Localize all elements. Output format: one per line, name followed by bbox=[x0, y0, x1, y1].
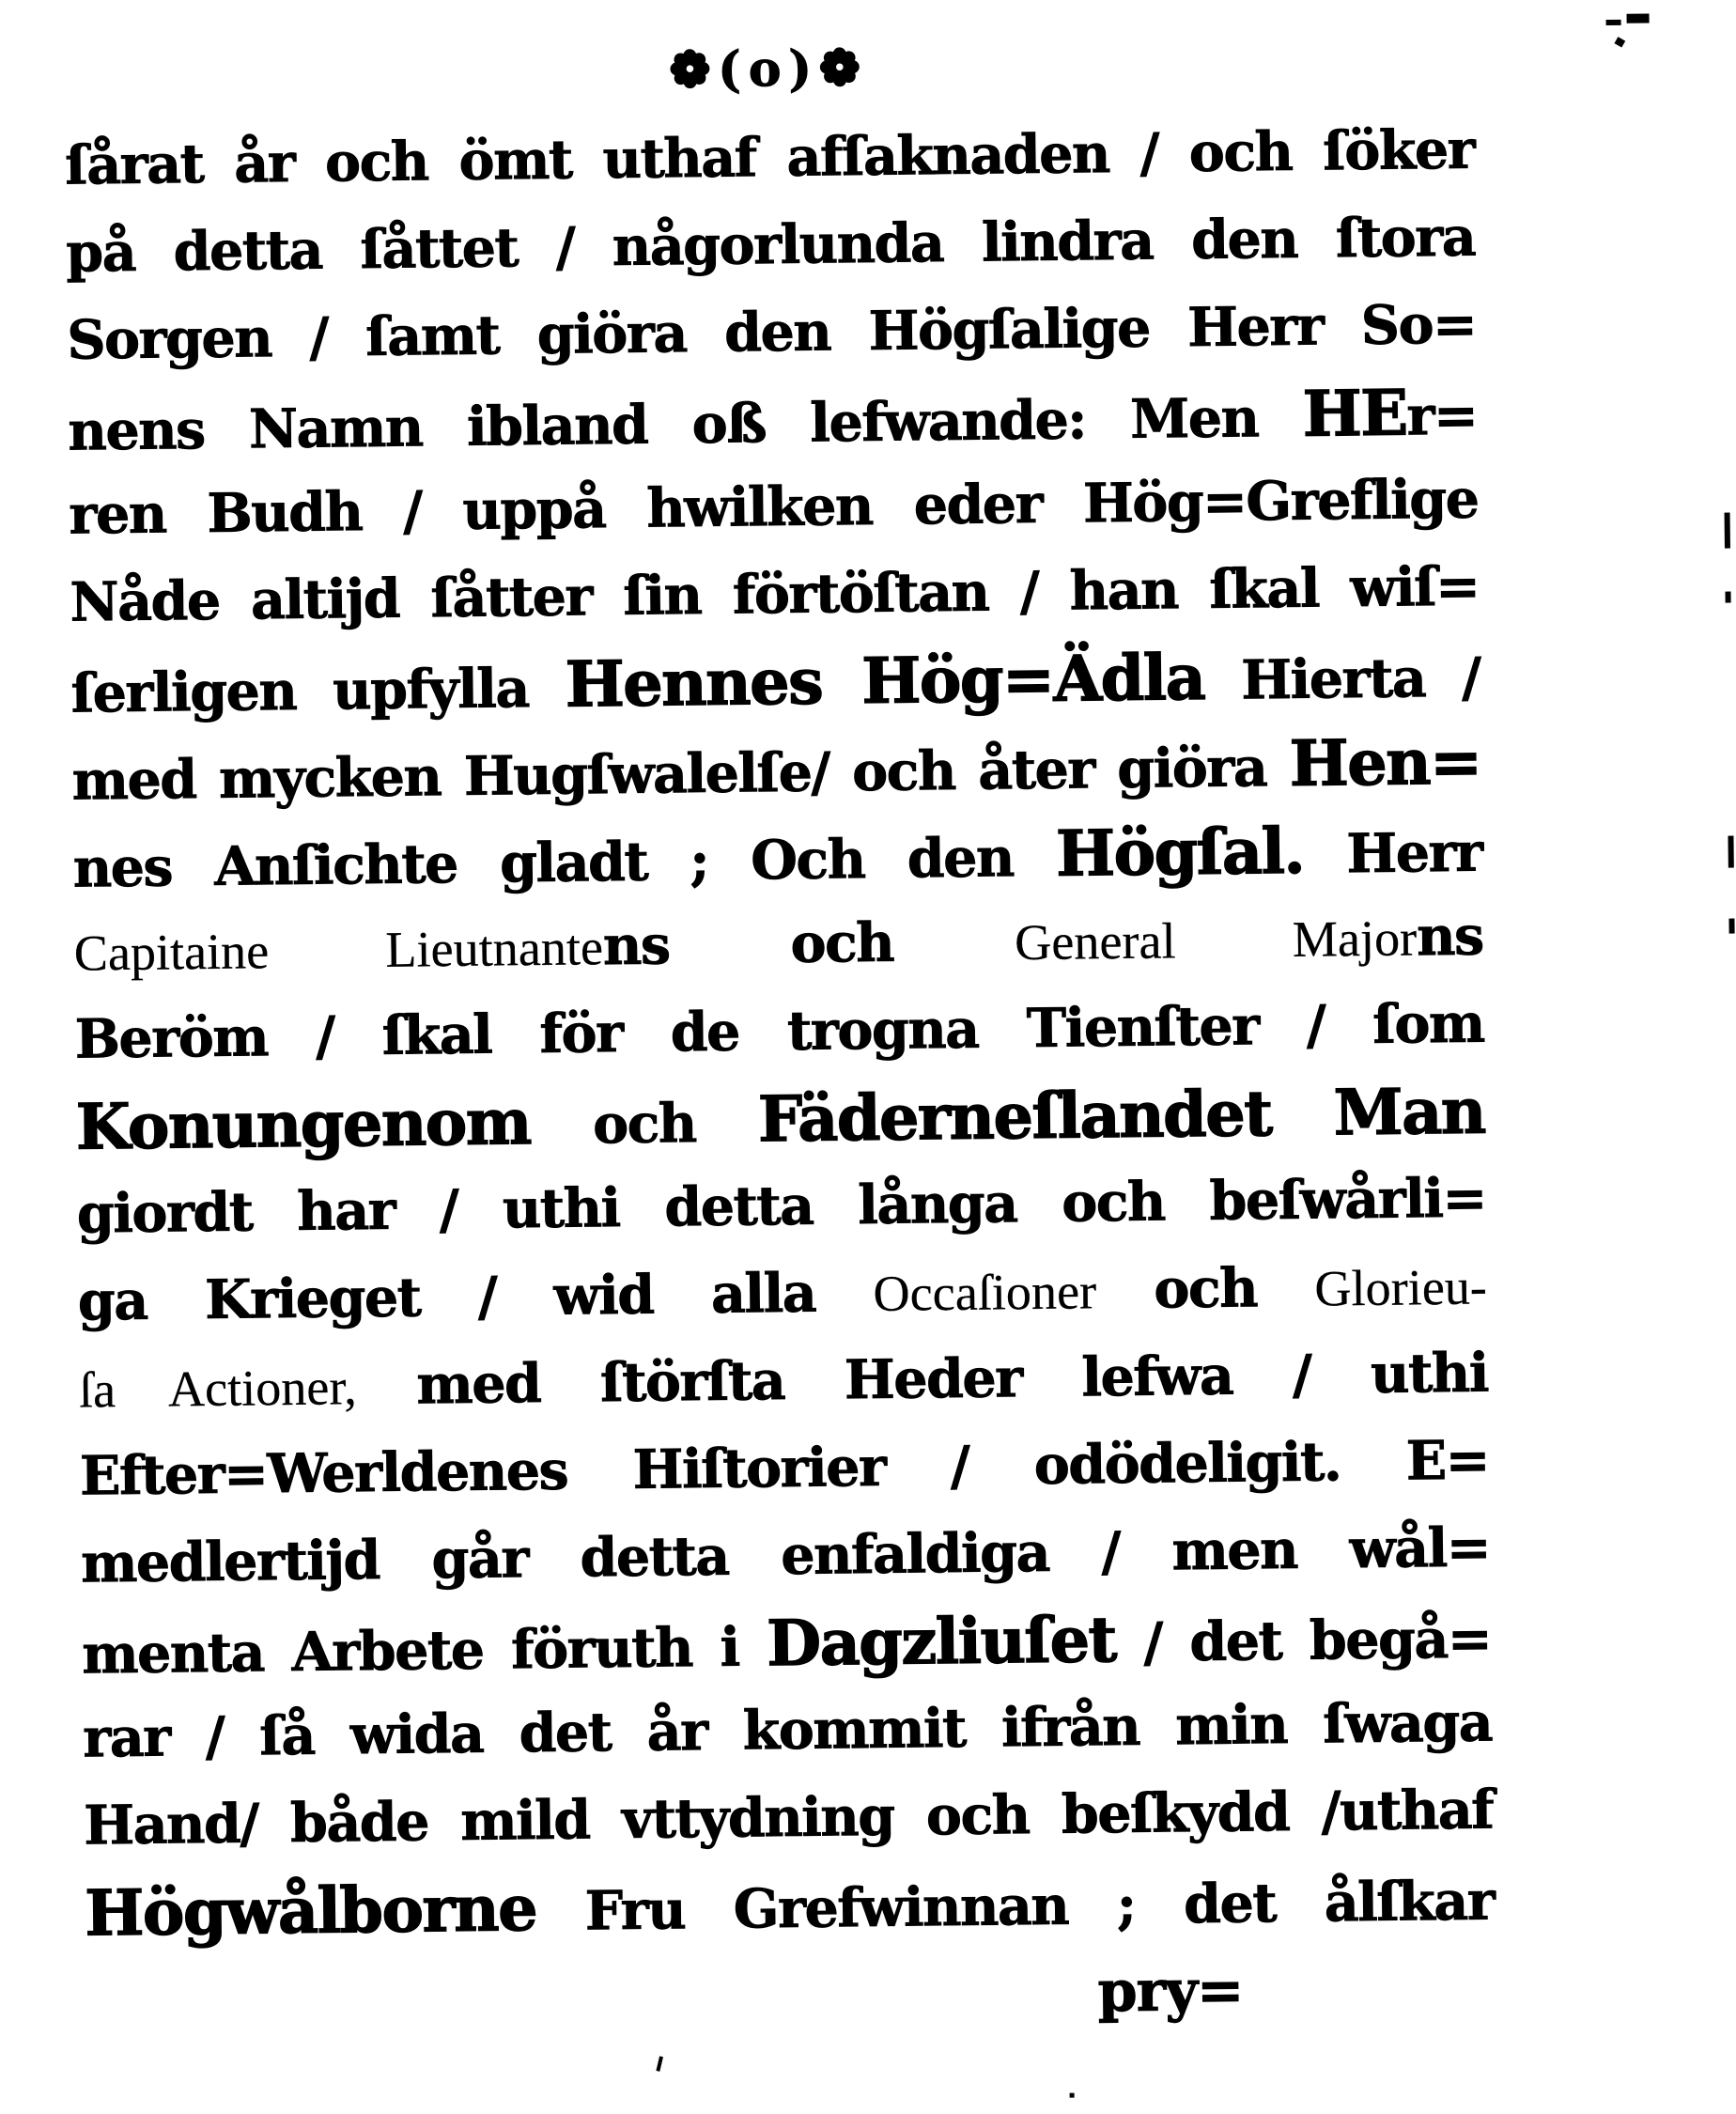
text-segment: Hennes Hög=Ädla bbox=[565, 639, 1205, 722]
catchword: pry= bbox=[1097, 1957, 1244, 2026]
text-segment: Hen= bbox=[1289, 723, 1481, 801]
text-segment: Nåde altijd ſåtter ſin förtöſtan / han ſkal wiſ= bbox=[70, 554, 1480, 634]
text-segment: nens Namn ibland oß lefwande: Men bbox=[68, 385, 1304, 463]
text-segment: Högſal. bbox=[1055, 813, 1305, 891]
text-segment: ga Krieget / wid alla bbox=[77, 1260, 874, 1333]
text-segment: HE bbox=[1302, 375, 1407, 451]
text-segment: Sorgen / ſamt giöra den Högſalige Herr So= bbox=[66, 292, 1477, 372]
text-segment: och bbox=[1095, 1255, 1315, 1322]
text-line bbox=[81, 1504, 1491, 1608]
text-segment: ſerligen upfylla bbox=[70, 656, 566, 725]
ink-speck bbox=[1725, 513, 1730, 549]
text-line bbox=[69, 456, 1479, 559]
text-line bbox=[65, 106, 1475, 210]
text-line bbox=[72, 805, 1482, 909]
text-segment: ſa Actioner, bbox=[78, 1359, 358, 1419]
text-segment bbox=[1271, 1084, 1334, 1148]
ink-speck bbox=[1606, 20, 1621, 25]
ink-speck bbox=[1728, 836, 1733, 868]
text-segment: Högwålborne bbox=[84, 1871, 537, 1951]
text-segment: Hierta / bbox=[1203, 645, 1480, 712]
text-segment: Dagzliuſet bbox=[766, 1602, 1117, 1681]
text-segment: och bbox=[530, 1091, 759, 1158]
text-line bbox=[77, 1242, 1487, 1345]
text-segment: Glorieu- bbox=[1314, 1258, 1488, 1317]
ink-speck bbox=[1728, 919, 1734, 934]
ink-speck bbox=[1725, 592, 1730, 603]
text-segment: på detta ſåttet / någorlunda lindra den ſtora bbox=[65, 205, 1476, 285]
text-line bbox=[82, 1592, 1492, 1695]
text-segment: medlertijd går detta enfaldiga / men wål= bbox=[80, 1516, 1491, 1595]
text-segment: Fru Grefwinnan ; det ålſkar bbox=[535, 1869, 1495, 1944]
text-segment: nes Anſichte gladt ; Och den bbox=[72, 825, 1057, 900]
text-segment: rar / ſå wida det år kommit ifrån min ſwaga bbox=[82, 1690, 1493, 1770]
text-line bbox=[73, 893, 1483, 996]
text-segment: Efter=Werldenes Hiſtorier / odödeligit. E= bbox=[79, 1428, 1490, 1508]
text-segment: r= bbox=[1406, 383, 1478, 448]
text-line bbox=[75, 1067, 1485, 1171]
text-segment: Man bbox=[1333, 1073, 1486, 1150]
text-line bbox=[68, 368, 1478, 472]
text-segment: ren Budh / uppå hwilken eder Hög=Greflige bbox=[69, 467, 1479, 547]
text-line bbox=[66, 194, 1476, 297]
text-line bbox=[80, 1417, 1490, 1520]
text-segment: ns och bbox=[602, 909, 1015, 978]
text-line bbox=[71, 718, 1481, 821]
text-line bbox=[85, 1854, 1495, 1957]
text-line bbox=[78, 1329, 1488, 1433]
text-segment: / det begå= bbox=[1115, 1607, 1492, 1675]
ink-speck bbox=[1627, 13, 1650, 23]
text-segment: Herr bbox=[1303, 820, 1483, 886]
text-segment: General Major bbox=[1014, 909, 1418, 972]
text-line bbox=[84, 1766, 1494, 1870]
text-line bbox=[74, 980, 1484, 1083]
text-segment: Fäderneſlandet bbox=[757, 1076, 1272, 1157]
text-block bbox=[65, 106, 1496, 2051]
text-segment: ns bbox=[1416, 904, 1484, 969]
ink-speck bbox=[1614, 37, 1625, 47]
text-segment: ſårat år och ömt uthaf afſaknaden / och ſöker bbox=[64, 117, 1475, 197]
ink-speck bbox=[1070, 2093, 1075, 2098]
text-segment: Hand/ både mild vttydning och beſkydd /uthaf bbox=[83, 1778, 1494, 1858]
text-line bbox=[67, 281, 1477, 384]
text-segment: Konungenom bbox=[75, 1084, 532, 1164]
text-segment: Beröm / ſkal för de trogna Tienſter / ſom bbox=[74, 991, 1485, 1071]
text-line bbox=[70, 630, 1480, 734]
header-ornament: ❁(o)❁ bbox=[669, 39, 868, 100]
text-line bbox=[76, 1155, 1486, 1258]
ink-speck bbox=[656, 2056, 663, 2071]
text-segment: med mycken Hugſwalelſe/ och åter giöra bbox=[71, 735, 1291, 813]
text-segment: Occaſioner bbox=[873, 1263, 1097, 1322]
text-line bbox=[70, 543, 1480, 646]
text-segment: med ſtörſta Heder lefwa / uthi bbox=[356, 1341, 1489, 1418]
text-segment: Capitaine Lieutnante bbox=[73, 919, 604, 982]
text-segment: giordt har / uthi detta långa och beſwårli= bbox=[76, 1166, 1487, 1246]
text-segment: menta Arbete föruth i bbox=[81, 1615, 767, 1687]
text-line bbox=[83, 1679, 1493, 1782]
